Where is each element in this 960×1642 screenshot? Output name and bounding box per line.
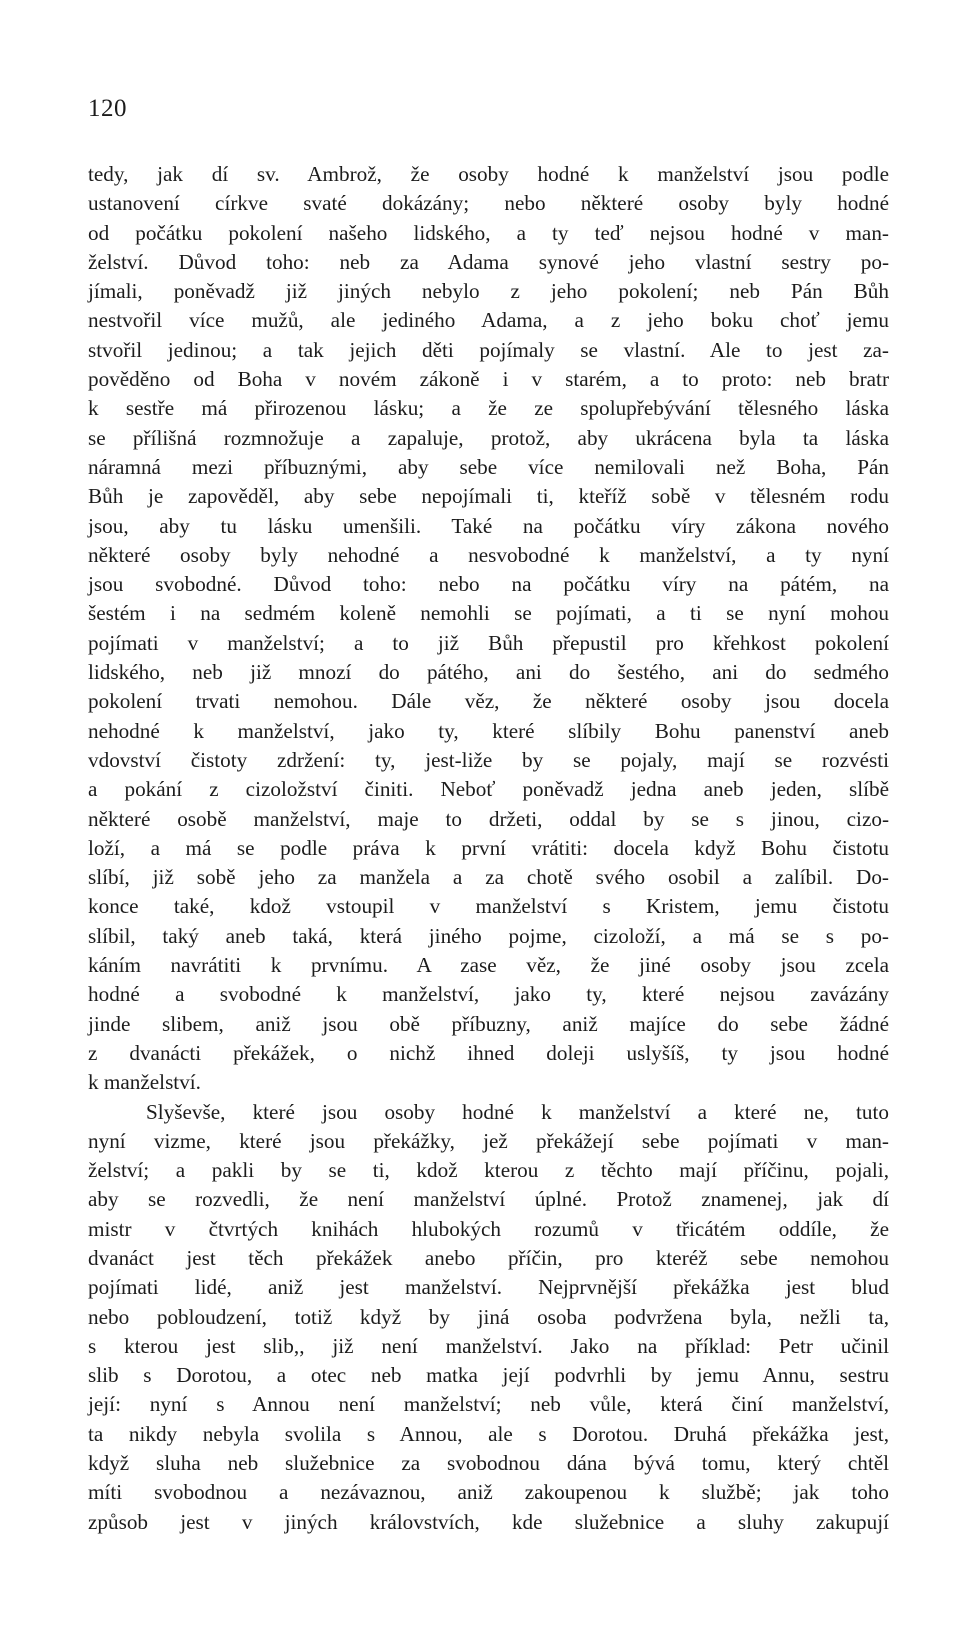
text-line: slíbil, taký aneb taká, která jiného pojme, cizoloží, a má se s po- (88, 923, 889, 948)
text-line: k manželství. (88, 1070, 201, 1095)
text-line: vdovství čistoty zdržení: ty, jest-liže by se pojaly, mají se rozvésti (88, 747, 889, 772)
text-line: hodné a svobodné k manželství, jako ty, které nejsou zavázány (88, 982, 889, 1007)
text-line: stvořil jedinou; a tak jejich děti pojímaly se vlastní. Ale to jest za- (88, 337, 889, 362)
text-line: nebo pobloudzení, totiž když by jiná osoba podvržena byla, nežli ta, (88, 1304, 889, 1329)
text-line: od počátku pokolení našeho lidského, a ty teď nejsou hodné v man- (88, 220, 889, 245)
paragraph (88, 1098, 889, 1537)
text-line: pověděno od Boha v novém zákoně i v starém, a to proto: neb bratr (88, 367, 889, 392)
text-line: Bůh je zapověděl, aby sebe nepojímali ti, kteříž sobě v tělesném rodu (88, 484, 889, 509)
text-line: lidského, neb již mnozí do pátého, ani do šestého, ani do sedmého (88, 660, 889, 685)
text-line: způsob jest v jiných královstvích, kde služebnice a sluhy zakupují (88, 1509, 889, 1534)
text-line: želství; a pakli by se ti, kdož kterou z těchto mají příčinu, pojali, (88, 1158, 889, 1183)
text-line: káním navrátiti k prvnímu. A zase věz, že jiné osoby jsou zcela (88, 953, 889, 978)
text-line: její: nyní s Annou není manželství; neb vůle, která činí manželství, (88, 1392, 889, 1417)
text-line: ta nikdy nebyla svolila s Annou, ale s Dorotou. Druhá překážka jest, (88, 1421, 889, 1446)
text-line: některé osoby byly nehodné a nesvobodné k manželství, a ty nyní (88, 542, 889, 567)
text-line: aby se rozvedli, že není manželství úplné. Protož znamenej, jak dí (88, 1187, 889, 1212)
text-line: mistr v čtvrtých knihách hlubokých rozumů v třicátém oddíle, že (88, 1216, 889, 1241)
text-line: když sluha neb služebnice za svobodnou dána bývá tomu, který chtěl (88, 1451, 889, 1476)
text-line: některé osobě manželství, maje to držeti, oddal by se s jinou, cizo- (88, 806, 889, 831)
text-line: konce také, kdož vstoupil v manželství s Kristem, jemu čistotu (88, 894, 889, 919)
text-line: se přílišná rozmnožuje a zapaluje, protož, aby ukrácena byla ta láska (88, 425, 889, 450)
text-line: slíbí, již sobě jeho za manžela a za chotě svého osobil a zalíbil. Do- (88, 865, 889, 890)
text-line: ustanovení církve svaté dokázány; nebo některé osoby byly hodné (88, 191, 889, 216)
paragraph (88, 160, 889, 1098)
page-number: 120 (88, 95, 127, 122)
text-line: slib s Dorotou, a otec neb matka její podvrhli by jemu Annu, sestru (88, 1363, 889, 1388)
text-line: pokolení trvati nemohou. Dále věz, že některé osoby jsou docela (88, 689, 889, 714)
text-line: a pokání z cizoložství činiti. Neboť poněvadž jedna aneb jeden, slíbě (88, 777, 889, 802)
text-line: jinde slibem, aniž jsou obě příbuzny, aniž majíce do sebe žádné (88, 1011, 889, 1036)
text-line: nyní vizme, které jsou překážky, jež překážejí sebe pojímati v man- (88, 1128, 889, 1153)
text-line: jsou, aby tu lásku umenšili. Také na počátku víry zákona nového (88, 513, 889, 538)
text-line: s kterou jest slib,, již není manželství. Jako na příklad: Petr učinil (88, 1333, 889, 1358)
text-line: jímali, poněvadž již jiných nebylo z jeho pokolení; neb Pán Bůh (88, 279, 889, 304)
text-line: Slyševše, které jsou osoby hodné k manželství a které ne, tuto (146, 1099, 889, 1124)
text-line: nestvořil více mužů, ale jediného Adama, a z jeho boku choť jemu (88, 308, 889, 333)
text-line: jsou svobodné. Důvod toho: nebo na počátku víry na pátém, na (88, 572, 889, 597)
text-line: loží, a má se podle práva k první vrátiti: docela když Bohu čistotu (88, 835, 889, 860)
text-line: šestém i na sedmém koleně nemohli se pojímati, a ti se nyní mohou (88, 601, 889, 626)
text-line: tedy, jak dí sv. Ambrož, že osoby hodné k manželství jsou podle (88, 162, 889, 186)
body-text (88, 160, 889, 1537)
text-line: dvanáct jest těch překážek anebo příčin, pro kteréž sebe nemohou (88, 1245, 889, 1270)
text-line: k sestře má přirozenou lásku; a že ze spolupřebývání tělesného láska (88, 396, 889, 421)
text-line: nehodné k manželství, jako ty, které slíbily Bohu panenství aneb (88, 718, 889, 743)
text-line: z dvanácti překážek, o nichž ihned doleji uslyšíš, ty jsou hodné (88, 1040, 889, 1065)
text-line: pojímati lidé, aniž jest manželství. Nejprvnější překážka jest blud (88, 1275, 889, 1300)
text-line: želství. Důvod toho: neb za Adama synové jeho vlastní sestry po- (88, 249, 889, 274)
text-line: náramná mezi příbuznými, aby sebe více nemilovali než Boha, Pán (88, 454, 889, 479)
text-line: pojímati v manželství; a to již Bůh přepustil pro křehkost pokolení (88, 630, 889, 655)
text-line: míti svobodnou a nezávaznou, aniž zakoupenou k službě; jak toho (88, 1480, 889, 1505)
